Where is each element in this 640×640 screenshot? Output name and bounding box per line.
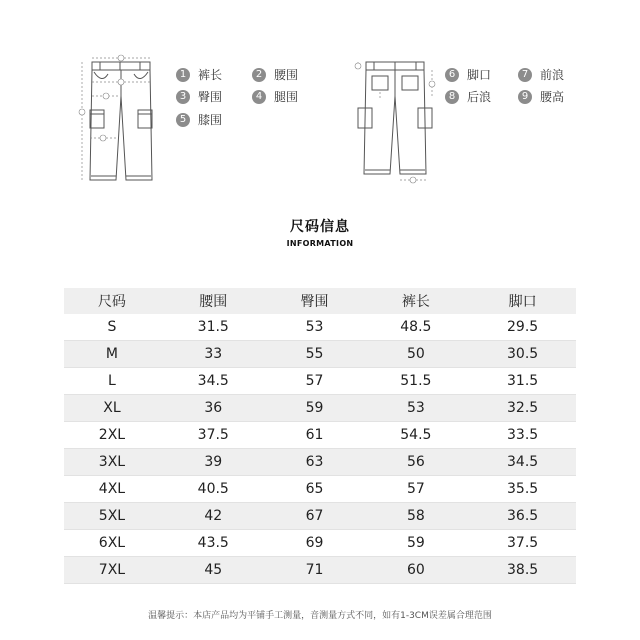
- legend-number: 9: [518, 90, 532, 104]
- table-cell: 31.5: [160, 314, 267, 341]
- legend-number: 7: [518, 68, 532, 82]
- table-cell: 60: [362, 557, 469, 584]
- table-cell: 57: [267, 368, 363, 395]
- table-cell: 59: [362, 530, 469, 557]
- table-cell: 36: [160, 395, 267, 422]
- table-cell: 7XL: [64, 557, 160, 584]
- table-cell: S: [64, 314, 160, 341]
- table-cell: 4XL: [64, 476, 160, 503]
- section-subtitle: INFORMATION: [286, 239, 354, 248]
- table-cell: 55: [267, 341, 363, 368]
- table-cell: 38.5: [469, 557, 576, 584]
- legend-item-waist: [252, 66, 298, 83]
- table-cell: 50: [362, 341, 469, 368]
- table-cell: 6XL: [64, 530, 160, 557]
- table-cell: XL: [64, 395, 160, 422]
- legend-label: 膝围: [198, 113, 223, 127]
- pants-back-diagram: [350, 52, 440, 186]
- size-info-heading: [0, 216, 640, 248]
- table-cell: 43.5: [160, 530, 267, 557]
- table-cell: 51.5: [362, 368, 469, 395]
- table-cell: 39: [160, 449, 267, 476]
- table-cell: 30.5: [469, 341, 576, 368]
- table-row: [64, 341, 576, 368]
- table-cell: 37.5: [469, 530, 576, 557]
- table-cell: 35.5: [469, 476, 576, 503]
- table-row: [64, 368, 576, 395]
- table-cell: 57: [362, 476, 469, 503]
- legend-label: 腿围: [274, 90, 299, 104]
- table-cell: 58: [362, 503, 469, 530]
- legend-item-front-rise: [518, 66, 564, 83]
- table-cell: 45: [160, 557, 267, 584]
- column-header-hem: 脚口: [508, 294, 537, 310]
- table-cell: 65: [267, 476, 363, 503]
- table-row: [64, 422, 576, 449]
- legend-item-hip: [176, 88, 222, 105]
- table-cell: 40.5: [160, 476, 267, 503]
- column-header-waist: 腰围: [199, 294, 228, 310]
- table-body: [64, 314, 576, 584]
- table-cell: 67: [267, 503, 363, 530]
- table-cell: 42: [160, 503, 267, 530]
- table-cell: 63: [267, 449, 363, 476]
- table-header-row: [64, 288, 576, 314]
- table-row: [64, 557, 576, 584]
- legend-item-knee: [176, 111, 222, 128]
- table-row: [64, 314, 576, 341]
- table-cell: 33: [160, 341, 267, 368]
- legend-number: 6: [445, 68, 459, 82]
- legend-number: 2: [252, 68, 266, 82]
- size-table: [64, 288, 576, 584]
- table-cell: 5XL: [64, 503, 160, 530]
- table-cell: 34.5: [469, 449, 576, 476]
- table-row: [64, 449, 576, 476]
- legend-label: 腰高: [540, 90, 565, 104]
- legend-item-waist-height: [518, 88, 564, 105]
- table-cell: 54.5: [362, 422, 469, 449]
- table-cell: 36.5: [469, 503, 576, 530]
- measurement-note: 温馨提示：本店产品均为平铺手工测量，音测量方式不同，如有1-3CM误差属合理范围: [148, 611, 492, 621]
- table-cell: 48.5: [362, 314, 469, 341]
- legend-label: 脚口: [467, 68, 492, 82]
- table-cell: 31.5: [469, 368, 576, 395]
- legend-item-hem: [445, 66, 491, 83]
- table-cell: 71: [267, 557, 363, 584]
- legend-item-length: [176, 66, 222, 83]
- table-row: [64, 476, 576, 503]
- legend-number: 1: [176, 68, 190, 82]
- column-header-size: 尺码: [97, 294, 126, 310]
- table-cell: 32.5: [469, 395, 576, 422]
- legend-label: 后浪: [467, 90, 492, 104]
- legend-number: 4: [252, 90, 266, 104]
- table-cell: 61: [267, 422, 363, 449]
- table-row: [64, 530, 576, 557]
- table-cell: 29.5: [469, 314, 576, 341]
- legend-number: 8: [445, 90, 459, 104]
- column-header-hip: 臀围: [300, 294, 329, 310]
- legend-number: 3: [176, 90, 190, 104]
- table-row: [64, 503, 576, 530]
- legend-label: 臀围: [198, 90, 223, 104]
- table-cell: 34.5: [160, 368, 267, 395]
- section-title: 尺码信息: [290, 219, 350, 235]
- table-cell: 56: [362, 449, 469, 476]
- legend-item-thigh: [252, 88, 298, 105]
- table-cell: 3XL: [64, 449, 160, 476]
- legend-label: 腰围: [274, 68, 299, 82]
- table-cell: 53: [362, 395, 469, 422]
- legend-number: 5: [176, 113, 190, 127]
- table-cell: L: [64, 368, 160, 395]
- table-cell: 33.5: [469, 422, 576, 449]
- table-cell: 59: [267, 395, 363, 422]
- table-cell: 2XL: [64, 422, 160, 449]
- column-header-length: 裤长: [401, 294, 430, 310]
- table-cell: 69: [267, 530, 363, 557]
- table-cell: M: [64, 341, 160, 368]
- table-cell: 37.5: [160, 422, 267, 449]
- table-row: [64, 395, 576, 422]
- table-cell: 53: [267, 314, 363, 341]
- pants-front-diagram: [70, 52, 170, 186]
- legend-item-back-rise: [445, 88, 491, 105]
- legend-label: 前浪: [540, 68, 565, 82]
- legend-label: 裤长: [198, 68, 223, 82]
